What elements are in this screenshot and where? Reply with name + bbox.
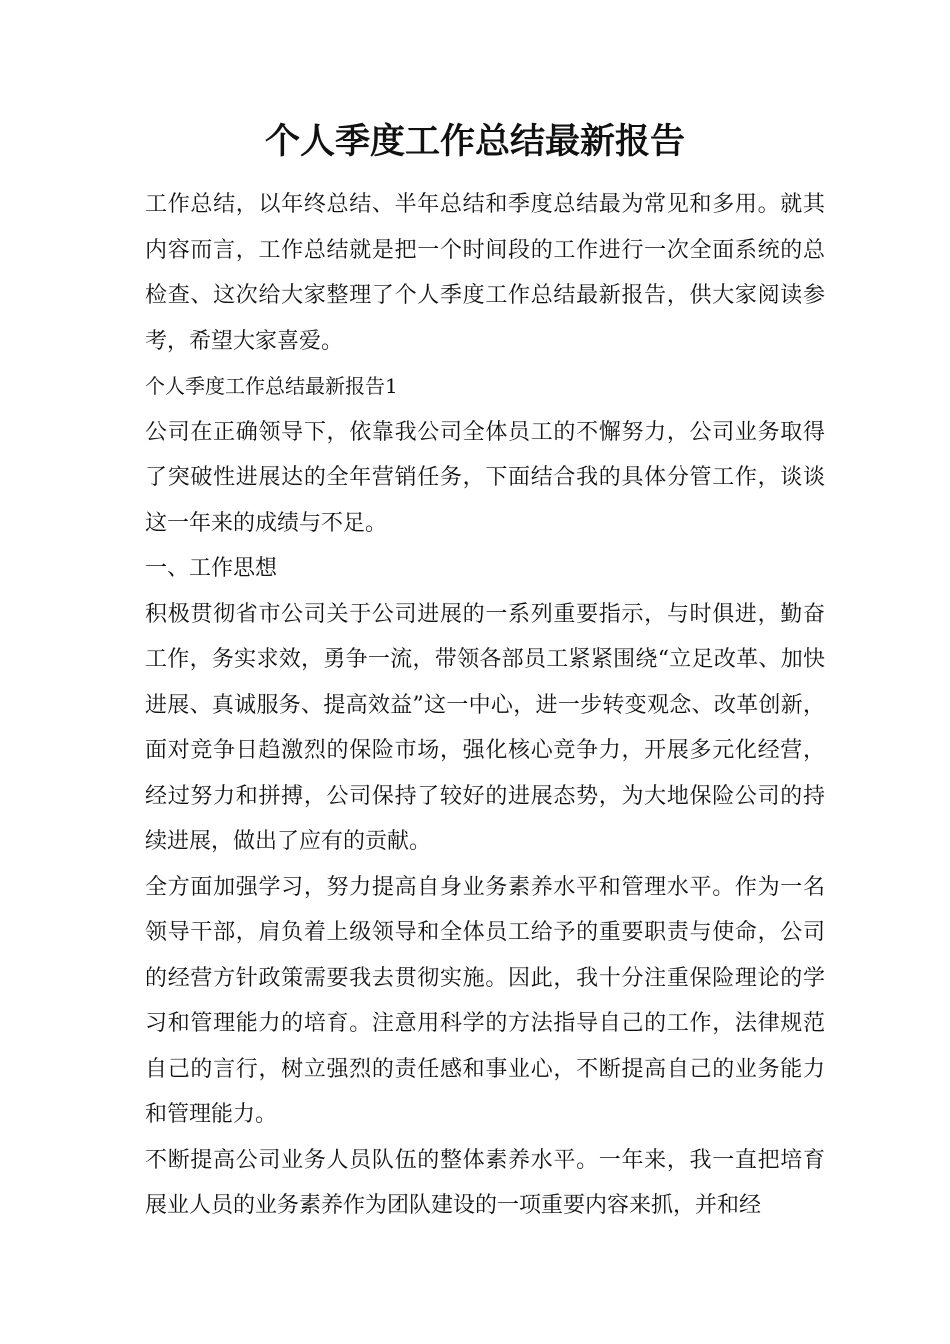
body-paragraph: 积极贯彻省市公司关于公司进展的一系列重要指示，与时俱进，勤奋工作，务实求效，勇争一流，带领各部员工紧紧围绕“立足改革、加快进展、真诚服务、提高效益”这一中心，进一步转变观念、改革创新，面对竞争日趋激烈的保险市场，强化核心竞争力，开展多元化经营，经过努力和拼搏，公司保持了较好的进展态势，为大地保险公司的持续进展，做出了应有的贡献。 bbox=[145, 601, 825, 854]
document-body bbox=[145, 182, 825, 1229]
body-paragraph: 公司在正确领导下，依靠我公司全体员工的不懈努力，公司业务取得了突破性进展达的全年营销任务，下面结合我的具体分管工作，谈谈这一年来的成绩与不足。 bbox=[145, 419, 825, 536]
body-paragraph: 不断提高公司业务人员队伍的整体素养水平。一年来，我一直把培育展业人员的业务素养作为团队建设的一项重要内容来抓，并和经 bbox=[145, 1147, 825, 1218]
document-title: 个人季度工作总结最新报告 bbox=[264, 121, 685, 162]
body-paragraph: 全方面加强学习，努力提高自身业务素养水平和管理水平。作为一名领导干部，肩负着上级领导和全体员工给予的重要职责与使命，公司的经营方针政策需要我去贯彻实施。因此，我十分注重保险理论的学习和管理能力的培育。注意用科学的方法指导自己的工作，法律规范自己的言行，树立强烈的责任感和事业心，不断提高自己的业务能力和管理能力。 bbox=[145, 874, 825, 1127]
intro-paragraph: 工作总结，以年终总结、半年总结和季度总结最为常见和多用。就其内容而言，工作总结就是把一个时间段的工作进行一次全面系统的总检查、这次给大家整理了个人季度工作总结最新报告，供大家阅读参考，希望大家喜爱。 bbox=[145, 192, 825, 354]
subsection-heading: 一、工作思想 bbox=[145, 556, 278, 581]
section-heading: 个人季度工作总结最新报告1 bbox=[145, 374, 398, 398]
